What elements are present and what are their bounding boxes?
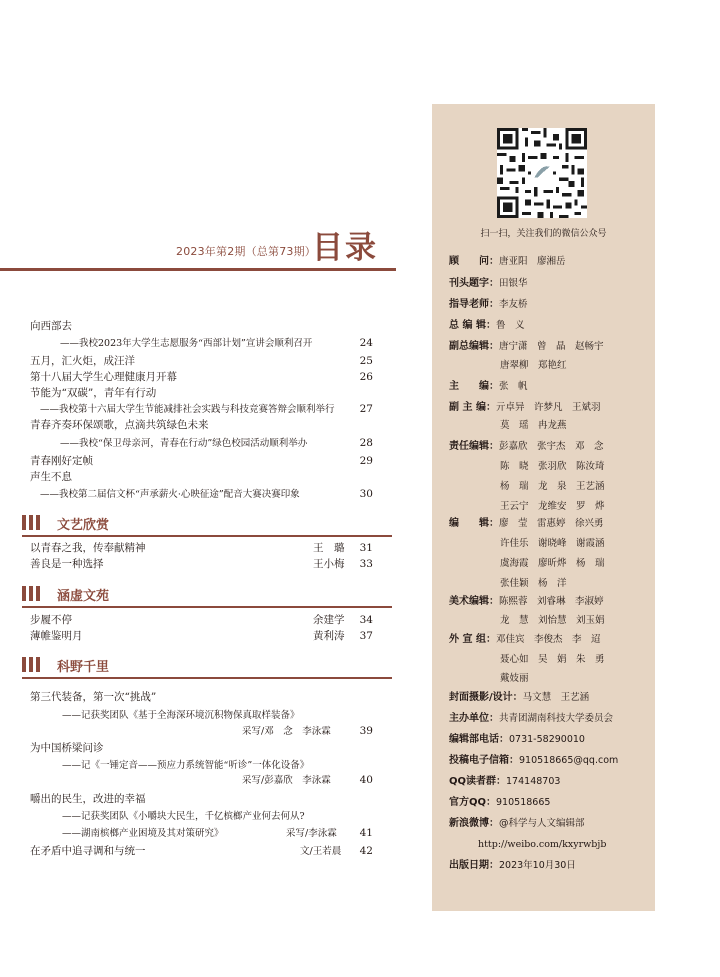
masthead-row: 责任编辑：彭嘉欣 张宇杰 邓 念 [449, 441, 604, 452]
masthead-row: 封面摄影/设计：马文慧 王艺涵 [449, 692, 590, 703]
section-rule [22, 535, 392, 537]
masthead-row: 刊头题字：田银华 [449, 278, 528, 289]
masthead-row: 莫 瑶 冉龙燕 [500, 420, 567, 431]
toc-entry[interactable]: 节能为“双碳”，青年有行动 [30, 387, 157, 399]
masthead-row: 出版日期：2023年10月30日 [449, 860, 576, 871]
toc-entry[interactable]: 青春刚好定帧 29 [30, 455, 373, 467]
toc-entry[interactable]: 步履不停 余建学 34 [30, 614, 373, 626]
section-mark-icon [22, 515, 40, 530]
section-header-wenyi: 文艺欣赏 [22, 512, 392, 534]
qr-code-icon[interactable] [497, 128, 587, 218]
masthead-row: 主办单位：共青团湖南科技大学委员会 [449, 713, 614, 724]
toc-entry[interactable]: ——我校第二届信文杯“声承薪火·心映征途”配音大赛决赛印象 30 [40, 488, 373, 500]
toc-entry[interactable]: ——记《一锤定音——预应力系统智能“听诊”一体化设备》 [62, 760, 310, 771]
masthead-row: 官方QQ：910518665 [449, 797, 551, 808]
masthead-row: 陈 晓 张羽欣 陈汝琦 [500, 461, 605, 472]
masthead-row: 许佳乐 谢晓峰 谢霞涵 [500, 538, 605, 549]
masthead-row: 聂心如 吴 娟 朱 勇 [500, 654, 605, 665]
toc-entry[interactable]: 嚼出的民生，改进的幸福 [30, 793, 146, 805]
toc-entry[interactable]: ——记获奖团队《小嚼块大民生，千亿槟榔产业何去何从? [62, 811, 305, 822]
section-mark-icon [22, 586, 40, 601]
masthead-row: 外 宣 组：邓佳宾 李俊杰 李 迢 [449, 634, 601, 645]
masthead-row: 编辑部电话：0731-58290010 [449, 734, 585, 745]
toc-entry[interactable]: ——我校“保卫母亲河，青春在行动”绿色校园活动顺利举办 28 [60, 437, 373, 449]
toc-entry[interactable]: 在矛盾中追寻调和与统一 文/王若晨 42 [30, 845, 373, 857]
toc-entry[interactable]: 向西部去 [30, 320, 72, 332]
masthead-row: 龙 慧 刘怡慧 刘玉娟 [500, 615, 605, 626]
masthead-row: 副 主 编：亓卓异 许梦凡 王斌羽 [449, 402, 601, 413]
toc-entry[interactable]: ——我校第十六届大学生节能减排社会实践与科技竞赛答辩会顺利举行 27 [40, 403, 373, 415]
issue-info: 2023年第2期（总第73期） [176, 245, 316, 258]
masthead-row: 王云宁 龙维安 罗 烨 [500, 501, 605, 512]
masthead-row: 戴妓丽 [500, 673, 529, 684]
toc-entry[interactable]: ——我校2023年大学生志愿服务“西部计划”宣讲会顺利召开 24 [60, 337, 373, 349]
toc-entry[interactable]: 青春齐奏环保颂歌，点滴共筑绿色未来 [30, 419, 209, 431]
toc-entry[interactable]: 采写/彭嘉欣 李泳霖 40 [242, 774, 373, 786]
section-mark-icon [22, 657, 40, 672]
masthead-row: 新浪微博：@科学与人文编辑部 [449, 818, 585, 829]
masthead-row: 副总编辑：唐宁潇 曾 晶 赵畅宇 [449, 341, 604, 352]
masthead-row: 唐翠柳 郑艳红 [500, 360, 567, 371]
section-rule [22, 677, 392, 679]
masthead-row: 总 编 辑：鲁 义 [449, 320, 525, 331]
toc-entry[interactable]: 第十八届大学生心理健康月开幕 26 [30, 371, 373, 383]
toc-entry[interactable]: 五月，汇火炬，成汪洋 25 [30, 355, 373, 367]
masthead-row: 张佳颖 杨 洋 [500, 578, 567, 589]
masthead-row: 杨 瑞 龙 泉 王艺涵 [500, 481, 605, 492]
masthead-row: 虞海霞 廖昕烨 杨 瑞 [500, 558, 605, 569]
page-title: 目录 [312, 230, 378, 266]
masthead-row: QQ读者群：174148703 [449, 776, 561, 787]
section-header-hanxu: 涵虚文苑 [22, 583, 392, 605]
scan-caption: 扫一扫，关注我们的微信公众号 [480, 229, 607, 239]
masthead-row: 指导老师：李友桥 [449, 299, 528, 310]
section-rule [22, 606, 392, 608]
toc-entry[interactable]: 为中国桥梁问诊 [30, 742, 104, 754]
title-rule [0, 268, 396, 271]
masthead-row: 顾 问：唐亚阳 廖湘岳 [449, 256, 566, 267]
toc-entry[interactable]: 第三代装备，第一次“挑战” [30, 691, 157, 703]
masthead-row: 主 编：张 帆 [449, 381, 528, 392]
section-header-keye: 科野千里 [22, 654, 392, 676]
masthead-row: 编 辑：廖 莹 雷惠婷 徐兴勇 [449, 518, 604, 529]
toc-entry[interactable]: 声生不息 [30, 471, 72, 483]
toc-entry[interactable]: 薄帷鉴明月 黄利涛 37 [30, 630, 373, 642]
weibo-link[interactable]: http://weibo.com/kxyrwbjb [478, 839, 607, 850]
toc-entry[interactable]: ——湖南槟榔产业困境及其对策研究》 采写/李泳霖 41 [62, 827, 373, 839]
toc-entry[interactable]: 以青春之我，传奉献精神 王 璐 31 [30, 542, 373, 554]
toc-entry[interactable]: ——记获奖团队《基于全海深环境沉积物保真取样装备》 [62, 710, 300, 721]
masthead-row: 美术编辑：陈熙蓉 刘睿琳 李淑婷 [449, 596, 604, 607]
toc-entry[interactable]: 善良是一种选择 王小梅 33 [30, 558, 373, 570]
toc-entry[interactable]: 采写/邓 念 李泳霖 39 [242, 725, 373, 737]
masthead-row: 投稿电子信箱：910518665@qq.com [449, 755, 619, 766]
